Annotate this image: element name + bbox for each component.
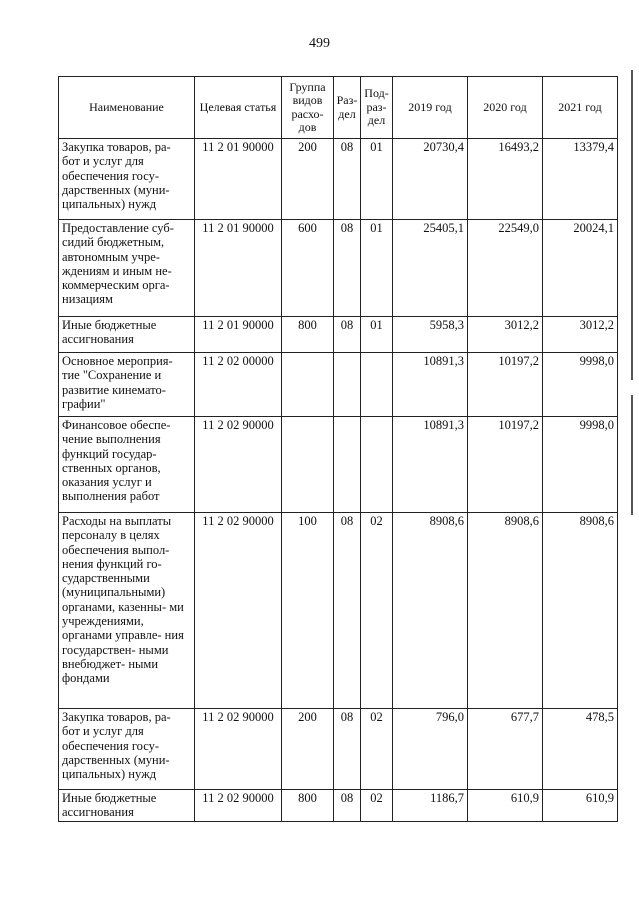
row-target: 11 2 02 90000 bbox=[195, 790, 282, 822]
row-name: Расходы на выплаты персоналу в целях обеспечения выпол- нения функций го- сударственными (муниципальными) органами, казенны- ми учреждениями, органами управле- ния государствен- ными внебюджет- ными фондами bbox=[59, 513, 195, 709]
row-2019: 10891,3 bbox=[393, 353, 468, 417]
row-subsection: 02 bbox=[361, 709, 393, 790]
row-subsection bbox=[361, 353, 393, 417]
row-subsection: 02 bbox=[361, 513, 393, 709]
table-row bbox=[59, 513, 618, 709]
row-2020: 10197,2 bbox=[468, 353, 543, 417]
col-header-subsection: Под- раз- дел bbox=[361, 77, 393, 139]
row-target: 11 2 01 90000 bbox=[195, 139, 282, 220]
row-2021: 13379,4 bbox=[543, 139, 618, 220]
row-2020: 677,7 bbox=[468, 709, 543, 790]
row-2020: 8908,6 bbox=[468, 513, 543, 709]
table-row bbox=[59, 220, 618, 317]
row-subsection bbox=[361, 417, 393, 513]
row-group bbox=[282, 353, 334, 417]
row-2020: 3012,2 bbox=[468, 317, 543, 353]
row-2021: 9998,0 bbox=[543, 417, 618, 513]
row-2019: 20730,4 bbox=[393, 139, 468, 220]
row-section: 08 bbox=[334, 317, 361, 353]
table-row bbox=[59, 317, 618, 353]
col-header-name: Наименование bbox=[59, 77, 195, 139]
row-subsection: 01 bbox=[361, 220, 393, 317]
row-2020: 16493,2 bbox=[468, 139, 543, 220]
table-row bbox=[59, 353, 618, 417]
row-group bbox=[282, 417, 334, 513]
col-header-target: Целевая статья bbox=[195, 77, 282, 139]
row-target: 11 2 02 90000 bbox=[195, 513, 282, 709]
row-section: 08 bbox=[334, 790, 361, 822]
col-header-2021: 2021 год bbox=[543, 77, 618, 139]
row-name: Финансовое обеспе- чение выполнения функций государ- ственных органов, оказания услуг и выполнения работ bbox=[59, 417, 195, 513]
col-header-group: Группа видов расхо- дов bbox=[282, 77, 334, 139]
row-name: Закупка товаров, ра- бот и услуг для обеспечения госу- дарственных (муни- ципальных) нужд bbox=[59, 709, 195, 790]
row-2021: 9998,0 bbox=[543, 353, 618, 417]
row-name: Предоставление суб- сидий бюджетным, автономным учре- ждениям и иным не- коммерческим орга- низациям bbox=[59, 220, 195, 317]
row-2021: 8908,6 bbox=[543, 513, 618, 709]
row-name: Иные бюджетные ассигнования bbox=[59, 317, 195, 353]
page-number: 499 bbox=[309, 36, 330, 51]
row-name: Основное мероприя- тие "Сохранение и развитие кинемато- графии" bbox=[59, 353, 195, 417]
row-target: 11 2 02 00000 bbox=[195, 353, 282, 417]
row-2019: 8908,6 bbox=[393, 513, 468, 709]
row-section: 08 bbox=[334, 513, 361, 709]
table-row bbox=[59, 139, 618, 220]
table-row bbox=[59, 790, 618, 822]
row-2021: 20024,1 bbox=[543, 220, 618, 317]
row-group: 200 bbox=[282, 709, 334, 790]
table-row bbox=[59, 709, 618, 790]
page-edge-mark bbox=[631, 395, 633, 515]
row-2019: 796,0 bbox=[393, 709, 468, 790]
row-target: 11 2 02 90000 bbox=[195, 709, 282, 790]
row-group: 100 bbox=[282, 513, 334, 709]
budget-table bbox=[58, 76, 618, 822]
row-section bbox=[334, 353, 361, 417]
row-2020: 22549,0 bbox=[468, 220, 543, 317]
row-subsection: 02 bbox=[361, 790, 393, 822]
row-subsection: 01 bbox=[361, 317, 393, 353]
row-2020: 610,9 bbox=[468, 790, 543, 822]
row-name: Иные бюджетные ассигнования bbox=[59, 790, 195, 822]
header-row bbox=[59, 77, 618, 139]
row-group: 600 bbox=[282, 220, 334, 317]
row-group: 800 bbox=[282, 317, 334, 353]
row-2021: 478,5 bbox=[543, 709, 618, 790]
row-subsection: 01 bbox=[361, 139, 393, 220]
row-2021: 610,9 bbox=[543, 790, 618, 822]
row-section: 08 bbox=[334, 709, 361, 790]
row-section bbox=[334, 417, 361, 513]
row-2019: 5958,3 bbox=[393, 317, 468, 353]
row-2020: 10197,2 bbox=[468, 417, 543, 513]
row-2019: 10891,3 bbox=[393, 417, 468, 513]
table-row bbox=[59, 417, 618, 513]
row-2019: 1186,7 bbox=[393, 790, 468, 822]
row-2019: 25405,1 bbox=[393, 220, 468, 317]
row-target: 11 2 01 90000 bbox=[195, 220, 282, 317]
row-group: 800 bbox=[282, 790, 334, 822]
row-target: 11 2 02 90000 bbox=[195, 417, 282, 513]
col-header-section: Раз- дел bbox=[334, 77, 361, 139]
row-name: Закупка товаров, ра- бот и услуг для обеспечения госу- дарственных (муни- ципальных) нужд bbox=[59, 139, 195, 220]
col-header-2020: 2020 год bbox=[468, 77, 543, 139]
row-target: 11 2 01 90000 bbox=[195, 317, 282, 353]
row-section: 08 bbox=[334, 220, 361, 317]
col-header-2019: 2019 год bbox=[393, 77, 468, 139]
row-group: 200 bbox=[282, 139, 334, 220]
page-edge-mark bbox=[631, 70, 633, 380]
row-section: 08 bbox=[334, 139, 361, 220]
row-2021: 3012,2 bbox=[543, 317, 618, 353]
